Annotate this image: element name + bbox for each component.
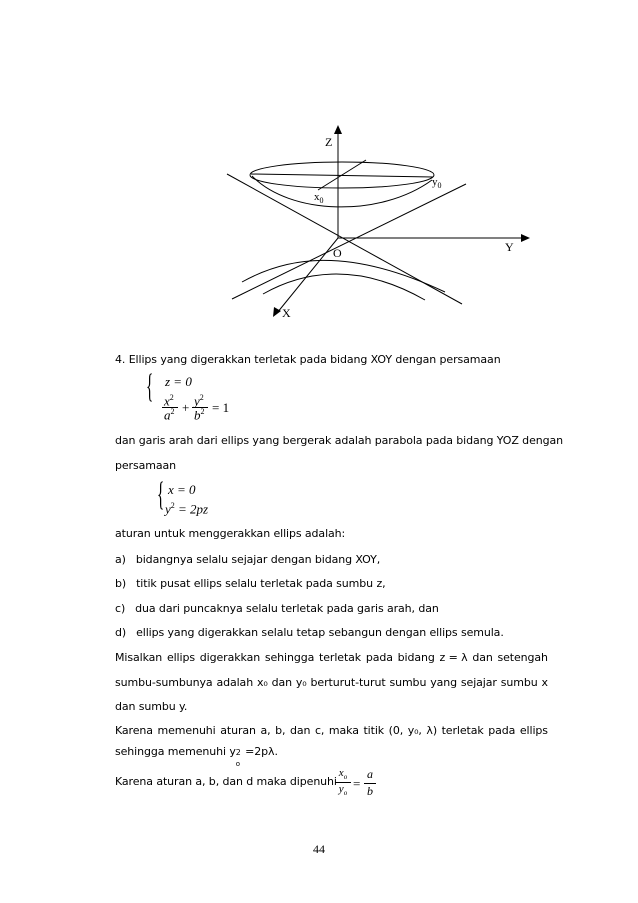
label-y0: $y_0$	[432, 176, 442, 190]
p3-line2: sehingga memenuhi y 2 o =2pλ.	[115, 745, 278, 768]
p3-line1: Karena memenuhi aturan a, b, dan c, maka titik (0, y₀, λ) terletak pada ellips	[115, 724, 548, 737]
page-number: 44	[313, 842, 325, 856]
rule-d: d) ellips yang digerakkan selalu tetap sebangun dengan ellips semula.	[115, 626, 504, 639]
p4-equals: =	[353, 776, 361, 791]
item4-text: 4. Ellips yang digerakkan terletak pada bidang XOY dengan persamaan	[115, 353, 501, 366]
label-z: Z	[325, 135, 333, 149]
p4-text: Karena aturan a, b, dan d maka dipenuhi	[115, 775, 337, 788]
lower-curve-2	[263, 274, 425, 300]
eq2-line1: x = 0	[168, 482, 196, 497]
rule-b: b) titik pusat ellips selalu terletak pada sumbu z,	[115, 577, 386, 590]
para1-line1: dan garis arah dari ellips yang bergerak adalah parabola pada bidang YOZ dengan	[115, 434, 563, 447]
lower-curve-1	[242, 260, 445, 292]
label-x0: $x_0$	[314, 191, 324, 205]
rule-a: a) bidangnya selalu sejajar dengan bidang XOY,	[115, 553, 381, 566]
eq1-line1: z = 0	[165, 374, 192, 389]
y-axis-arrow	[521, 234, 530, 242]
eq2-brace: {	[157, 476, 165, 513]
rule-c: c) dua dari puncaknya selalu terletak pada garis arah, dan	[115, 602, 439, 615]
conic-figure	[0, 0, 638, 330]
p4-fraction-2: $\frac{a}{b}$	[364, 767, 376, 799]
eq1-line2: $x^2$ $a^2$ + $y^2$ $b^2$ = 1	[164, 393, 230, 423]
p2-line2: sumbu-sumbunya adalah x₀ dan y₀ berturut-turut sumbu yang sejajar sumbu x	[115, 676, 548, 689]
p2-line1: Misalkan ellips digerakkan sehingga terletak pada bidang z = λ dan setengah	[115, 651, 548, 664]
label-origin: O	[333, 246, 342, 260]
x-axis-arrow	[273, 307, 281, 317]
asymptote-line-2	[232, 184, 466, 299]
para1-line2: persamaan	[115, 459, 177, 472]
eq2-line2: $y^2 = 2pz$	[165, 501, 209, 517]
p2-line3: dan sumbu y.	[115, 700, 188, 713]
label-x: X	[282, 306, 291, 320]
label-y: Y	[505, 240, 514, 254]
rules-intro: aturan untuk menggerakkan ellips adalah:	[115, 527, 346, 540]
x-axis	[277, 238, 338, 313]
p4-fraction-1: $\frac{x_o}{y_o}$	[335, 767, 351, 797]
eq1-brace: {	[146, 368, 154, 405]
z-axis-arrow	[334, 125, 342, 134]
